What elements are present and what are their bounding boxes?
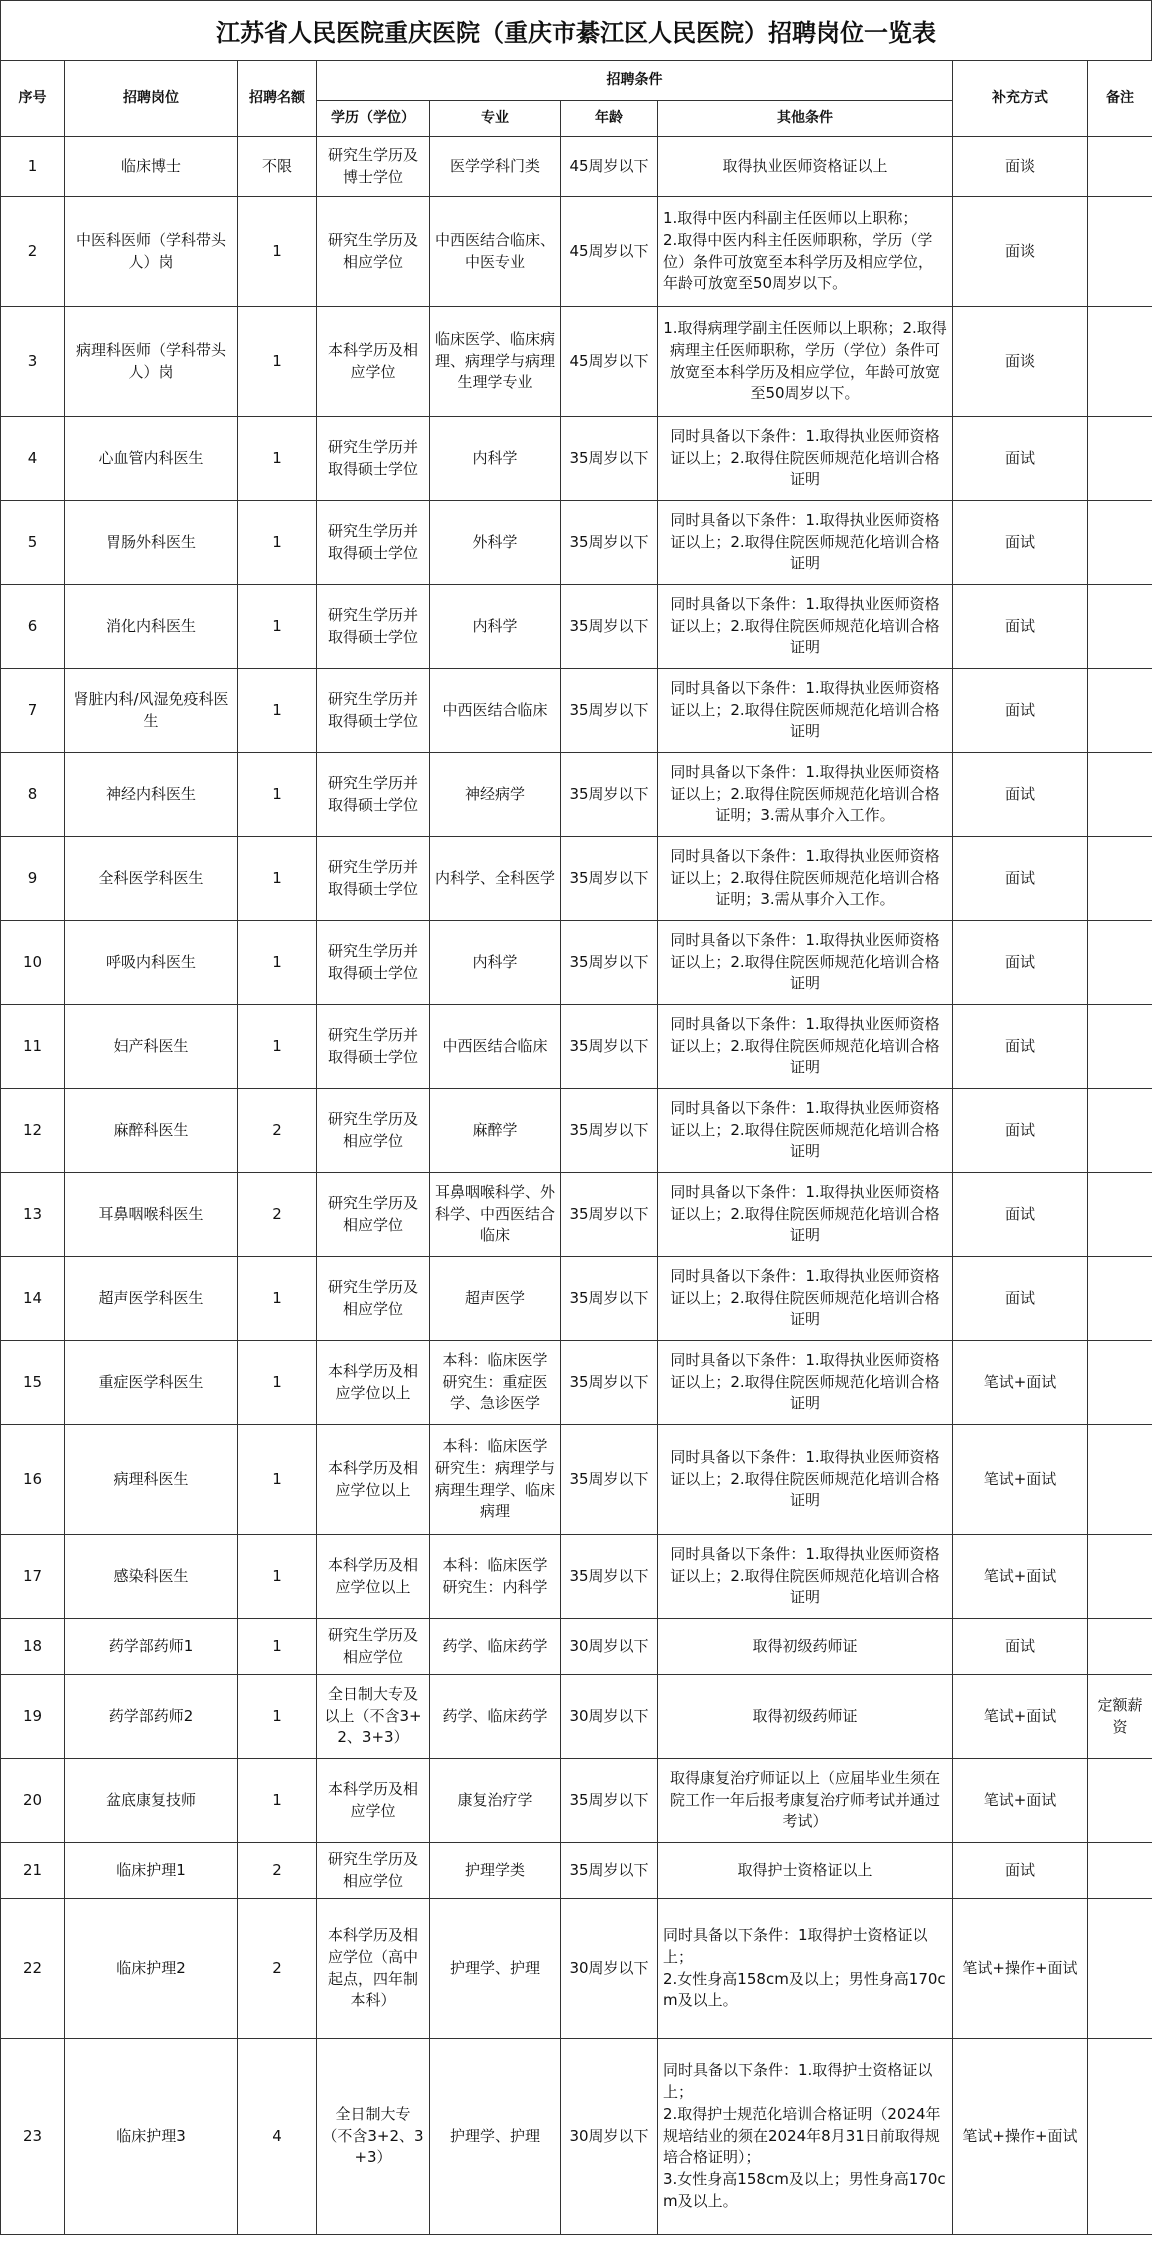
cell-remark — [1088, 1843, 1152, 1899]
cell-seq: 18 — [1, 1619, 65, 1675]
cell-education: 研究生学历及相应学位 — [317, 1089, 430, 1173]
cell-age: 35周岁以下 — [561, 1257, 658, 1341]
table-row — [1, 197, 1152, 307]
cell-other — [658, 1257, 953, 1341]
cell-method: 面试 — [953, 585, 1088, 669]
cell-remark — [1088, 837, 1152, 921]
cell-position: 神经内科医生 — [65, 753, 238, 837]
other-condition-line: 同时具备以下条件：1.取得执业医师资格证以上；2.取得住院医师规范化培训合格证明 — [670, 930, 940, 993]
other-condition-line: 同时具备以下条件：1.取得执业医师资格证以上；2.取得住院医师规范化培训合格证明；3.需从事介入工作。 — [670, 762, 940, 825]
cell-other — [658, 307, 953, 417]
cell-remark — [1088, 1619, 1152, 1675]
cell-age: 35周岁以下 — [561, 585, 658, 669]
cell-other — [658, 1173, 953, 1257]
cell-seq: 15 — [1, 1341, 65, 1425]
table-row — [1, 921, 1152, 1005]
cell-seq: 3 — [1, 307, 65, 417]
cell-seq: 14 — [1, 1257, 65, 1341]
cell-seq: 4 — [1, 417, 65, 501]
cell-quota: 1 — [238, 837, 317, 921]
table-row — [1, 1257, 1152, 1341]
table-row — [1, 307, 1152, 417]
cell-education: 本科学历及相应学位以上 — [317, 1341, 430, 1425]
cell-remark — [1088, 1257, 1152, 1341]
cell-major: 内科学 — [430, 417, 561, 501]
cell-other — [658, 197, 953, 307]
header-method: 补充方式 — [953, 61, 1088, 137]
cell-major: 本科：临床医学 研究生：病理学与病理生理学、临床病理 — [430, 1425, 561, 1535]
cell-quota: 1 — [238, 1341, 317, 1425]
cell-major: 康复治疗学 — [430, 1759, 561, 1843]
cell-major: 本科：临床医学 研究生：内科学 — [430, 1535, 561, 1619]
cell-seq: 16 — [1, 1425, 65, 1535]
cell-quota: 1 — [238, 1535, 317, 1619]
cell-other — [658, 501, 953, 585]
cell-position: 药学部药师1 — [65, 1619, 238, 1675]
cell-remark — [1088, 753, 1152, 837]
cell-method: 面试 — [953, 417, 1088, 501]
cell-major: 药学、临床药学 — [430, 1619, 561, 1675]
cell-major: 中西医结合临床 — [430, 1005, 561, 1089]
cell-education: 研究生学历并取得硕士学位 — [317, 921, 430, 1005]
other-condition-line: 取得康复治疗师证以上（应届毕业生须在院工作一年后报考康复治疗师考试并通过考试） — [669, 1768, 940, 1831]
table-row — [1, 837, 1152, 921]
cell-seq: 12 — [1, 1089, 65, 1173]
table-row — [1, 1759, 1152, 1843]
cell-quota: 1 — [238, 921, 317, 1005]
header-major: 专业 — [430, 101, 561, 137]
cell-remark — [1088, 307, 1152, 417]
cell-education: 研究生学历并取得硕士学位 — [317, 585, 430, 669]
cell-education: 研究生学历及相应学位 — [317, 1619, 430, 1675]
cell-other — [658, 1005, 953, 1089]
table-row — [1, 1089, 1152, 1173]
other-condition-line: 同时具备以下条件：1.取得执业医师资格证以上；2.取得住院医师规范化培训合格证明 — [670, 1544, 940, 1607]
cell-position: 中医科医师（学科带头人）岗 — [65, 197, 238, 307]
cell-position: 临床博士 — [65, 137, 238, 197]
cell-education: 研究生学历及相应学位 — [317, 197, 430, 307]
cell-position: 病理科医师（学科带头人）岗 — [65, 307, 238, 417]
cell-position: 妇产科医生 — [65, 1005, 238, 1089]
cell-quota: 1 — [238, 753, 317, 837]
cell-remark — [1088, 2039, 1152, 2235]
cell-method: 面试 — [953, 837, 1088, 921]
cell-age: 35周岁以下 — [561, 1341, 658, 1425]
cell-method: 面试 — [953, 1089, 1088, 1173]
cell-other — [658, 1899, 953, 2039]
cell-age: 35周岁以下 — [561, 417, 658, 501]
cell-education: 研究生学历及博士学位 — [317, 137, 430, 197]
cell-age: 45周岁以下 — [561, 197, 658, 307]
cell-method: 面试 — [953, 1843, 1088, 1899]
cell-method: 面试 — [953, 753, 1088, 837]
table-row — [1, 669, 1152, 753]
cell-quota: 1 — [238, 1675, 317, 1759]
cell-other — [658, 585, 953, 669]
cell-quota: 1 — [238, 585, 317, 669]
page-title: 江苏省人民医院重庆医院（重庆市綦江区人民医院）招聘岗位一览表 — [0, 0, 1152, 60]
cell-seq: 13 — [1, 1173, 65, 1257]
cell-other — [658, 921, 953, 1005]
header-seq: 序号 — [1, 61, 65, 137]
cell-education: 全日制大专（不含3+2、3+3） — [317, 2039, 430, 2235]
cell-other — [658, 753, 953, 837]
cell-age: 45周岁以下 — [561, 307, 658, 417]
cell-quota: 1 — [238, 1759, 317, 1843]
cell-age: 30周岁以下 — [561, 1619, 658, 1675]
recruitment-table — [0, 60, 1152, 2235]
cell-method: 笔试+面试 — [953, 1675, 1088, 1759]
table-row — [1, 1341, 1152, 1425]
cell-seq: 5 — [1, 501, 65, 585]
cell-method: 面谈 — [953, 197, 1088, 307]
cell-method: 面试 — [953, 921, 1088, 1005]
cell-remark — [1088, 1899, 1152, 2039]
cell-remark — [1088, 1341, 1152, 1425]
other-condition-line: 同时具备以下条件：1取得护士资格证以上； — [663, 1926, 928, 1966]
cell-seq: 21 — [1, 1843, 65, 1899]
cell-major: 外科学 — [430, 501, 561, 585]
cell-position: 重症医学科医生 — [65, 1341, 238, 1425]
table-row — [1, 1899, 1152, 2039]
cell-age: 30周岁以下 — [561, 1675, 658, 1759]
cell-quota: 1 — [238, 417, 317, 501]
cell-position: 药学部药师2 — [65, 1675, 238, 1759]
cell-method: 笔试+面试 — [953, 1535, 1088, 1619]
cell-method: 面试 — [953, 669, 1088, 753]
cell-other — [658, 837, 953, 921]
other-condition-line: 2.女性身高158cm及以上；男性身高170cm及以上。 — [663, 1969, 946, 2010]
cell-position: 临床护理3 — [65, 2039, 238, 2235]
cell-age: 35周岁以下 — [561, 1759, 658, 1843]
other-condition-line: 同时具备以下条件：1.取得执业医师资格证以上；2.取得住院医师规范化培训合格证明 — [670, 1014, 940, 1077]
cell-position: 感染科医生 — [65, 1535, 238, 1619]
cell-seq: 19 — [1, 1675, 65, 1759]
cell-quota: 1 — [238, 669, 317, 753]
other-condition-line: 同时具备以下条件：1.取得执业医师资格证以上；2.取得住院医师规范化培训合格证明 — [670, 1098, 940, 1161]
cell-major: 中西医结合临床 — [430, 669, 561, 753]
cell-remark — [1088, 1005, 1152, 1089]
cell-position: 盆底康复技师 — [65, 1759, 238, 1843]
cell-education: 研究生学历及相应学位 — [317, 1173, 430, 1257]
other-condition-line: 同时具备以下条件：1.取得执业医师资格证以上；2.取得住院医师规范化培训合格证明 — [670, 1350, 940, 1413]
cell-age: 35周岁以下 — [561, 921, 658, 1005]
cell-position: 肾脏内科/风湿免疫科医生 — [65, 669, 238, 753]
cell-education: 本科学历及相应学位（高中起点，四年制本科） — [317, 1899, 430, 2039]
other-condition-line: 取得初级药师证 — [752, 1636, 858, 1655]
cell-remark — [1088, 197, 1152, 307]
other-condition-line: 3.女性身高158cm及以上；男性身高170cm及以上。 — [663, 2170, 946, 2210]
cell-position: 消化内科医生 — [65, 585, 238, 669]
cell-remark — [1088, 1759, 1152, 1843]
cell-education: 本科学历及相应学位 — [317, 307, 430, 417]
other-condition-line: 同时具备以下条件：1.取得执业医师资格证以上；2.取得住院医师规范化培训合格证明；3.需从事介入工作。 — [670, 846, 940, 909]
cell-other — [658, 1619, 953, 1675]
table-row — [1, 585, 1152, 669]
cell-seq: 11 — [1, 1005, 65, 1089]
header-education: 学历（学位） — [317, 101, 430, 137]
cell-major: 护理学、护理 — [430, 2039, 561, 2235]
cell-seq: 10 — [1, 921, 65, 1005]
cell-age: 35周岁以下 — [561, 1425, 658, 1535]
cell-seq: 1 — [1, 137, 65, 197]
table-row — [1, 417, 1152, 501]
cell-position: 胃肠外科医生 — [65, 501, 238, 585]
cell-major: 神经病学 — [430, 753, 561, 837]
cell-age: 30周岁以下 — [561, 1899, 658, 2039]
other-condition-line: 取得执业医师资格证以上 — [722, 156, 888, 175]
header-quota: 招聘名额 — [238, 61, 317, 137]
cell-seq: 2 — [1, 197, 65, 307]
cell-other — [658, 137, 953, 197]
cell-position: 呼吸内科医生 — [65, 921, 238, 1005]
table-row — [1, 1535, 1152, 1619]
cell-education: 全日制大专及以上（不含3+2、3+3） — [317, 1675, 430, 1759]
cell-remark — [1088, 921, 1152, 1005]
cell-other — [658, 1675, 953, 1759]
cell-seq: 9 — [1, 837, 65, 921]
cell-position: 心血管内科医生 — [65, 417, 238, 501]
cell-remark — [1088, 1425, 1152, 1535]
cell-major: 超声医学 — [430, 1257, 561, 1341]
cell-major: 本科：临床医学 研究生：重症医学、急诊医学 — [430, 1341, 561, 1425]
cell-age: 35周岁以下 — [561, 753, 658, 837]
cell-age: 35周岁以下 — [561, 1005, 658, 1089]
cell-education: 本科学历及相应学位 — [317, 1759, 430, 1843]
other-condition-line: 同时具备以下条件：1.取得执业医师资格证以上；2.取得住院医师规范化培训合格证明 — [670, 1182, 940, 1245]
cell-remark — [1088, 137, 1152, 197]
cell-remark — [1088, 1173, 1152, 1257]
table-row — [1, 1675, 1152, 1759]
cell-seq: 20 — [1, 1759, 65, 1843]
other-condition-line: 同时具备以下条件：1.取得护士资格证以上； — [663, 2061, 933, 2102]
cell-quota: 1 — [238, 197, 317, 307]
table-header — [1, 61, 1152, 137]
cell-method: 面谈 — [953, 137, 1088, 197]
cell-age: 35周岁以下 — [561, 837, 658, 921]
cell-seq: 7 — [1, 669, 65, 753]
table-row — [1, 1425, 1152, 1535]
header-age: 年龄 — [561, 101, 658, 137]
header-remark: 备注 — [1088, 61, 1152, 137]
cell-method: 面试 — [953, 1257, 1088, 1341]
cell-age: 45周岁以下 — [561, 137, 658, 197]
cell-major: 内科学 — [430, 921, 561, 1005]
header-position: 招聘岗位 — [65, 61, 238, 137]
cell-education: 研究生学历及相应学位 — [317, 1843, 430, 1899]
table-row — [1, 1843, 1152, 1899]
cell-other — [658, 1535, 953, 1619]
cell-age: 35周岁以下 — [561, 1535, 658, 1619]
cell-position: 麻醉科医生 — [65, 1089, 238, 1173]
cell-education: 研究生学历及相应学位 — [317, 1257, 430, 1341]
cell-method: 面试 — [953, 1619, 1088, 1675]
cell-education: 研究生学历并取得硕士学位 — [317, 501, 430, 585]
cell-method: 笔试+操作+面试 — [953, 2039, 1088, 2235]
table-body — [1, 137, 1152, 2235]
cell-quota: 1 — [238, 307, 317, 417]
cell-other — [658, 669, 953, 753]
cell-seq: 23 — [1, 2039, 65, 2235]
cell-method: 笔试+面试 — [953, 1341, 1088, 1425]
cell-education: 研究生学历并取得硕士学位 — [317, 837, 430, 921]
cell-quota: 2 — [238, 1089, 317, 1173]
cell-method: 笔试+面试 — [953, 1759, 1088, 1843]
cell-major: 护理学类 — [430, 1843, 561, 1899]
cell-education: 研究生学历并取得硕士学位 — [317, 669, 430, 753]
cell-method: 面试 — [953, 1173, 1088, 1257]
other-condition-line: 同时具备以下条件：1.取得执业医师资格证以上；2.取得住院医师规范化培训合格证明 — [670, 1447, 940, 1510]
cell-method: 面试 — [953, 1005, 1088, 1089]
table-row — [1, 753, 1152, 837]
cell-other — [658, 1425, 953, 1535]
cell-position: 病理科医生 — [65, 1425, 238, 1535]
cell-seq: 6 — [1, 585, 65, 669]
cell-major: 中西医结合临床、中医专业 — [430, 197, 561, 307]
table-row — [1, 501, 1152, 585]
cell-remark: 定额薪资 — [1088, 1675, 1152, 1759]
cell-major: 临床医学、临床病理、病理学与病理生理学专业 — [430, 307, 561, 417]
cell-major: 药学、临床药学 — [430, 1675, 561, 1759]
other-condition-line: 取得初级药师证 — [752, 1706, 858, 1725]
cell-quota: 1 — [238, 1005, 317, 1089]
cell-quota: 2 — [238, 1173, 317, 1257]
cell-major: 耳鼻咽喉科学、外科学、中西医结合临床 — [430, 1173, 561, 1257]
other-condition-line: 同时具备以下条件：1.取得执业医师资格证以上；2.取得住院医师规范化培训合格证明 — [670, 594, 940, 657]
cell-remark — [1088, 669, 1152, 753]
cell-other — [658, 1089, 953, 1173]
cell-quota: 2 — [238, 1899, 317, 2039]
cell-age: 35周岁以下 — [561, 1843, 658, 1899]
cell-age: 35周岁以下 — [561, 1173, 658, 1257]
cell-seq: 22 — [1, 1899, 65, 2039]
cell-quota: 4 — [238, 2039, 317, 2235]
cell-other — [658, 1341, 953, 1425]
cell-position: 超声医学科医生 — [65, 1257, 238, 1341]
cell-position: 临床护理2 — [65, 1899, 238, 2039]
table-row — [1, 1005, 1152, 1089]
cell-major: 医学学科门类 — [430, 137, 561, 197]
cell-age: 35周岁以下 — [561, 669, 658, 753]
other-condition-line: 1.取得病理学副主任医师以上职称；2.取得病理主任医师职称，学历（学位）条件可放宽至本科学历及相应学位，年龄可放宽至50周岁以下。 — [663, 319, 947, 403]
cell-major: 护理学、护理 — [430, 1899, 561, 2039]
cell-position: 全科医学科医生 — [65, 837, 238, 921]
cell-remark — [1088, 585, 1152, 669]
cell-age: 35周岁以下 — [561, 1089, 658, 1173]
cell-major: 麻醉学 — [430, 1089, 561, 1173]
cell-education: 研究生学历并取得硕士学位 — [317, 1005, 430, 1089]
header-conditions: 招聘条件 — [317, 61, 953, 101]
other-condition-line: 2.取得护士规范化培训合格证明（2024年规培结业的须在2024年8月31日前取得规培合格证明）； — [663, 2104, 941, 2167]
cell-other — [658, 2039, 953, 2235]
cell-quota: 1 — [238, 501, 317, 585]
cell-quota: 1 — [238, 1257, 317, 1341]
cell-major: 内科学 — [430, 585, 561, 669]
cell-remark — [1088, 1089, 1152, 1173]
cell-education: 本科学历及相应学位以上 — [317, 1425, 430, 1535]
cell-quota: 1 — [238, 1425, 317, 1535]
other-condition-line: 2.取得中医内科主任医师职称，学历（学位）条件可放宽至本科学历及相应学位，年龄可放宽至50周岁以下。 — [663, 230, 934, 293]
cell-age: 30周岁以下 — [561, 2039, 658, 2235]
cell-method: 面试 — [953, 501, 1088, 585]
table-row — [1, 2039, 1152, 2235]
cell-remark — [1088, 417, 1152, 501]
cell-major: 内科学、全科医学 — [430, 837, 561, 921]
table-row — [1, 137, 1152, 197]
cell-position: 临床护理1 — [65, 1843, 238, 1899]
cell-method: 笔试+面试 — [953, 1425, 1088, 1535]
other-condition-line: 同时具备以下条件：1.取得执业医师资格证以上；2.取得住院医师规范化培训合格证明 — [670, 1266, 940, 1329]
other-condition-line: 取得护士资格证以上 — [737, 1860, 873, 1879]
cell-remark — [1088, 501, 1152, 585]
other-condition-line: 同时具备以下条件：1.取得执业医师资格证以上；2.取得住院医师规范化培训合格证明 — [670, 510, 940, 573]
cell-education: 研究生学历并取得硕士学位 — [317, 753, 430, 837]
cell-method: 笔试+操作+面试 — [953, 1899, 1088, 2039]
other-condition-line: 同时具备以下条件：1.取得执业医师资格证以上；2.取得住院医师规范化培训合格证明 — [670, 426, 940, 489]
cell-quota: 不限 — [238, 137, 317, 197]
cell-other — [658, 417, 953, 501]
cell-other — [658, 1843, 953, 1899]
cell-remark — [1088, 1535, 1152, 1619]
cell-seq: 17 — [1, 1535, 65, 1619]
other-condition-line: 同时具备以下条件：1.取得执业医师资格证以上；2.取得住院医师规范化培训合格证明 — [670, 678, 940, 741]
cell-seq: 8 — [1, 753, 65, 837]
cell-education: 本科学历及相应学位以上 — [317, 1535, 430, 1619]
cell-quota: 1 — [238, 1619, 317, 1675]
cell-method: 面谈 — [953, 307, 1088, 417]
table-row — [1, 1173, 1152, 1257]
cell-education: 研究生学历并取得硕士学位 — [317, 417, 430, 501]
table-row — [1, 1619, 1152, 1675]
cell-position: 耳鼻咽喉科医生 — [65, 1173, 238, 1257]
other-condition-line: 1.取得中医内科副主任医师以上职称； — [663, 209, 918, 227]
cell-quota: 2 — [238, 1843, 317, 1899]
cell-age: 35周岁以下 — [561, 501, 658, 585]
header-other: 其他条件 — [658, 101, 953, 137]
cell-other — [658, 1759, 953, 1843]
